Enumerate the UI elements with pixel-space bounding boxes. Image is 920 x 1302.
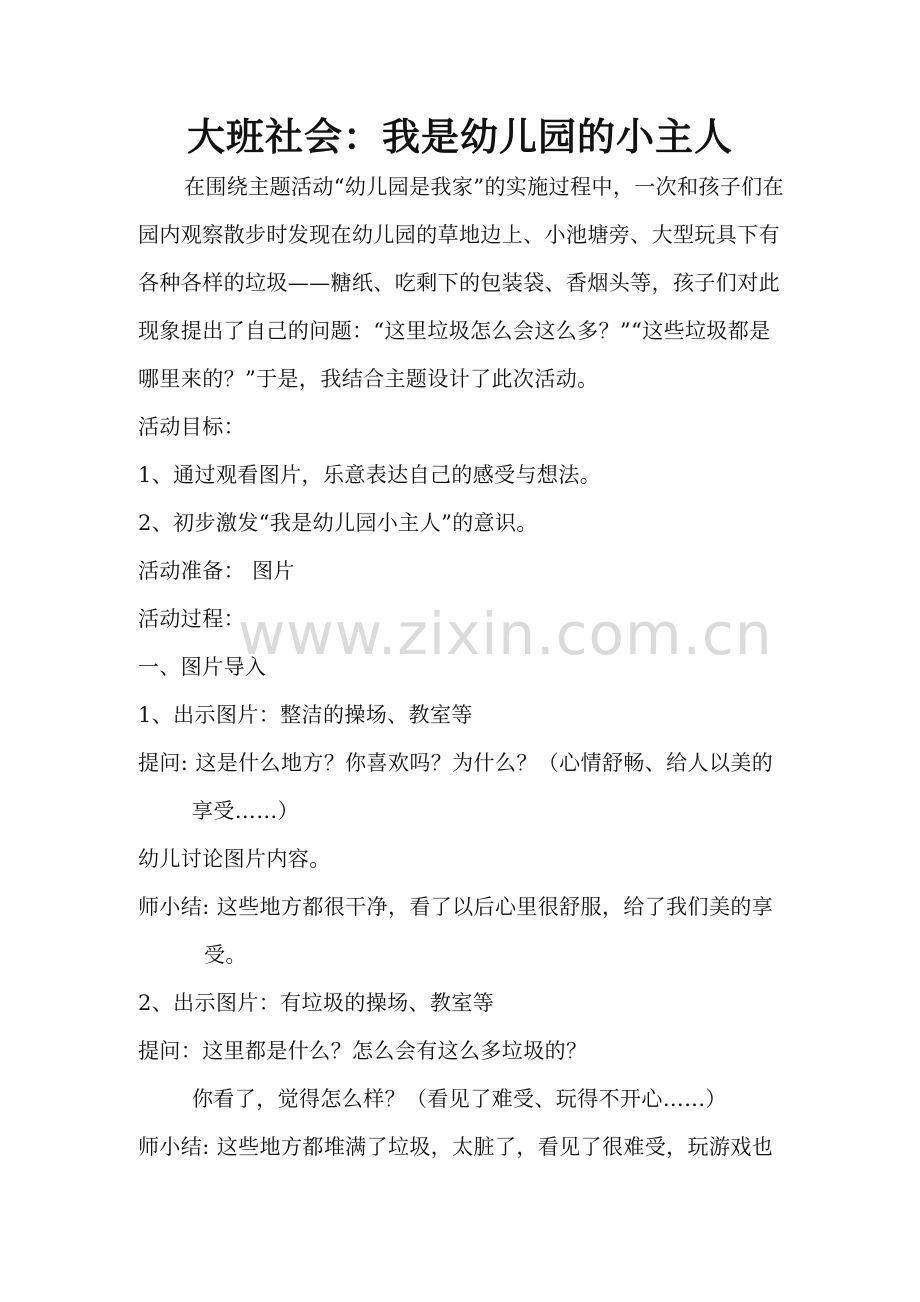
paragraph-line: 各种各样的垃圾——糖纸、吃剩下的包装袋、香烟头等，孩子们对此 — [138, 271, 780, 295]
document-title: 大班社会：我是幼儿园的小主人 — [186, 114, 733, 159]
summary-line: 师小结: 这些地方都很干净，看了以后心里很舒服，给了我们美的享 — [138, 895, 774, 919]
list-item: 1、通过观看图片，乐意表达自己的感受与想法。 — [138, 463, 602, 487]
paragraph-line: 哪里来的？”于是，我结合主题设计了此次活动。 — [138, 367, 599, 391]
question-line: 提问：这里都是什么？怎么会有这么多垃圾的？ — [138, 1039, 588, 1063]
summary-line-continued: 受。 — [204, 943, 247, 967]
subsection-heading: 一、图片导入 — [138, 655, 267, 679]
question-line: 提问: 这是什么地方？你喜欢吗？为什么？（心情舒畅、给人以美的 — [138, 751, 774, 775]
list-item: 1、出示图片：整洁的操场、教室等 — [138, 703, 473, 727]
section-heading: 活动过程： — [138, 607, 245, 631]
summary-line: 师小结: 这些地方都堆满了垃圾，太脏了，看见了很难受，玩游戏也 — [138, 1135, 774, 1159]
paragraph-line: 在围绕主题活动“幼儿园是我家”的实施过程中，一次和孩子们在 — [184, 175, 785, 199]
section-heading: 活动准备： 图片 — [138, 559, 295, 583]
list-item: 2、初步激发“我是幼儿园小主人”的意识。 — [138, 511, 538, 535]
list-item: 2、出示图片：有垃圾的操场、教室等 — [138, 991, 495, 1015]
section-heading: 活动目标： — [138, 415, 245, 439]
paragraph-line: 现象提出了自己的问题：“这里垃圾怎么会这么多？”“这些垃圾都是 — [138, 319, 771, 343]
paragraph-line: 幼儿讨论图片内容。 — [138, 847, 331, 871]
watermark: www.zixin.com.cn — [238, 600, 773, 668]
question-line-continued: 你看了，觉得怎么样？（看见了难受、玩得不开心…...） — [192, 1087, 727, 1111]
question-line-continued: 享受……） — [192, 799, 299, 823]
paragraph-line: 园内观察散步时发现在幼儿园的草地边上、小池塘旁、大型玩具下有 — [138, 223, 780, 247]
